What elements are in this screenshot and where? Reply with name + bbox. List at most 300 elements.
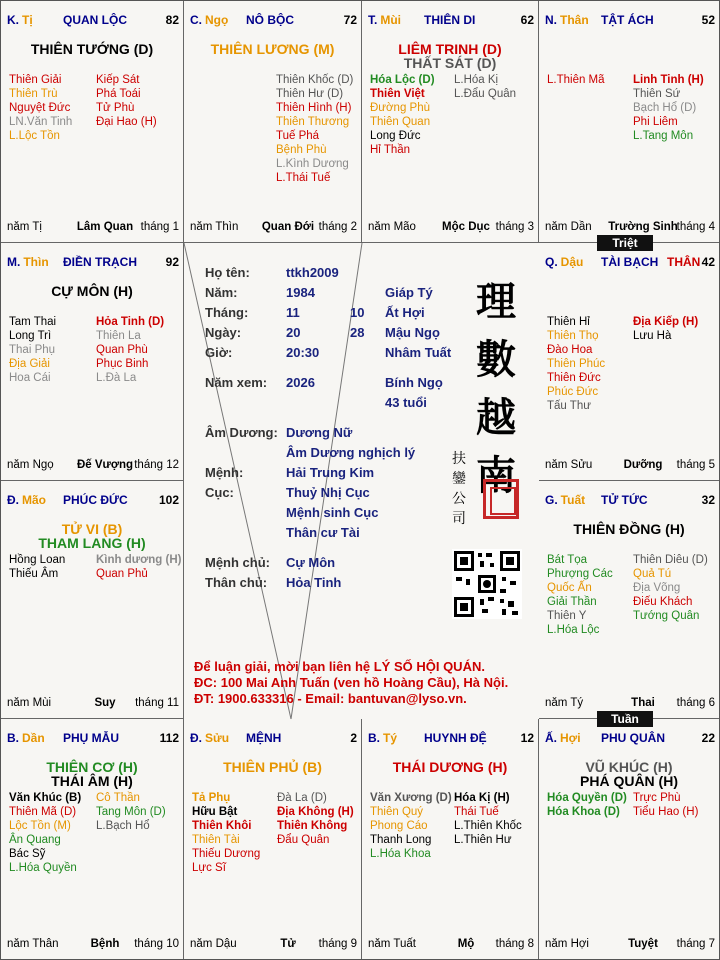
minor-star: Phượng Các	[547, 568, 613, 580]
minor-stars-right	[633, 73, 704, 143]
palace-footer	[545, 938, 715, 952]
minor-star: Bệnh Phù	[276, 144, 327, 156]
minor-stars-left	[9, 73, 72, 143]
thang-value: 11	[286, 305, 300, 320]
minor-star: Thiên Giải	[9, 74, 62, 86]
minor-star: Tiểu Hao (H)	[633, 806, 699, 818]
minor-star: Giải Thần	[547, 596, 597, 608]
minor-stars-left	[547, 73, 605, 87]
minor-stars-left	[547, 553, 613, 637]
calligraphy-logo	[466, 273, 526, 505]
palace-can: N.	[545, 13, 557, 27]
gio-value: 20:30	[286, 345, 320, 360]
thang-can-chi: Ất Hợi	[385, 305, 425, 320]
year-label: năm Dần	[545, 221, 592, 233]
minor-star: Địa Giải	[9, 358, 50, 370]
minor-star: Tam Thai	[9, 316, 57, 328]
palace-mui[interactable]	[362, 1, 539, 243]
menh-value: Hải Trung Kim	[286, 465, 375, 480]
ho-ten-label: Họ tên:	[205, 265, 250, 280]
minor-star: L.Hóa Kị	[454, 74, 499, 86]
minor-stars-left	[370, 791, 452, 861]
minor-star: Thiên Không	[277, 820, 348, 832]
minor-star: Đường Phù	[370, 102, 430, 114]
minor-star: Thiên Mã (D)	[9, 806, 77, 818]
palace-footer	[7, 221, 179, 235]
palace-name: TẬT ÁCH	[601, 13, 654, 27]
palace-number: 82	[165, 13, 179, 27]
minor-star: Phúc Đức	[547, 386, 599, 398]
palace-can: Đ.	[7, 493, 19, 507]
palace-name: TỬ TỨC	[601, 493, 648, 507]
minor-star: Thanh Long	[370, 834, 432, 846]
palace-footer	[190, 221, 357, 235]
month-label: tháng 8	[495, 938, 534, 950]
calligraphy-char: 數	[476, 336, 516, 383]
minor-stars-left	[9, 315, 56, 385]
minor-stars-left	[370, 73, 435, 157]
contact-line-2: ĐC: 100 Mai Anh Tuấn (ven hồ Hoàng Cầu), Hà Nội.	[194, 675, 509, 690]
minor-star: Thiếu Dương	[192, 848, 261, 860]
palace-footer	[545, 697, 715, 711]
month-label: tháng 6	[676, 697, 715, 709]
palace-number: 42	[701, 255, 715, 269]
minor-stars-right	[96, 315, 164, 385]
minor-star: L.Tang Môn	[633, 130, 694, 142]
palace-than[interactable]	[539, 1, 719, 243]
year-label: năm Ngọ	[7, 459, 54, 471]
thang-label: Tháng:	[205, 305, 249, 320]
year-label: năm Hợi	[545, 938, 589, 950]
minor-star: L.Bạch Hổ	[96, 820, 150, 832]
minor-star: Đại Hao (H)	[96, 116, 157, 128]
palace-ti[interactable]	[1, 1, 184, 243]
truong-sinh-stage: Tử	[280, 938, 296, 950]
minor-star: Thiên Việt	[370, 88, 425, 100]
ngay-am-lich: 28	[350, 325, 365, 340]
minor-star: Thiên Diêu (D)	[633, 554, 708, 566]
minor-star: Tuế Phá	[276, 130, 320, 142]
minor-stars-right	[277, 791, 354, 847]
minor-star: Phục Binh	[96, 358, 149, 370]
truong-sinh-stage: Đế Vượng	[76, 459, 134, 471]
palace-can: G.	[545, 493, 558, 507]
palace-header	[545, 493, 715, 509]
palace-can: T.	[368, 13, 378, 27]
palace-suu[interactable]	[184, 719, 362, 959]
year-label: năm Tị	[7, 221, 42, 233]
palace-header	[7, 255, 179, 271]
than-chu-value: Hỏa Tinh	[286, 575, 342, 590]
truong-sinh-stage: Suy	[94, 697, 116, 709]
palace-chi: Thân	[560, 13, 589, 27]
main-star: VŨ KHÚC (H)	[585, 759, 673, 775]
calligraphy-char: 南	[476, 452, 516, 499]
main-star: TỬ VI (B)	[61, 521, 123, 537]
minor-star: Hỉ Thần	[370, 144, 411, 156]
minor-stars-right	[633, 791, 698, 819]
minor-stars-right	[633, 553, 708, 623]
palace-mao[interactable]	[1, 481, 184, 719]
minor-star: L.Kình Dương	[276, 158, 349, 170]
contact-line-1: Để luận giải, mời bạn liên hệ LÝ SỐ HỘI QUÁN.	[194, 659, 485, 674]
than-cu: Thân cư Tài	[286, 525, 360, 540]
minor-stars-right	[276, 73, 353, 185]
palace-can: Q.	[545, 255, 558, 269]
gio-label: Giờ:	[205, 345, 233, 360]
than-chu-label: Thân chủ:	[205, 575, 268, 590]
palace-header	[368, 731, 534, 747]
palace-chi: Dậu	[560, 255, 584, 269]
nam-xem-label: Năm xem:	[205, 375, 268, 390]
palace-chi: Mão	[22, 493, 46, 507]
minor-star: L.Hóa Quyền	[9, 862, 77, 874]
palace-number: 102	[158, 493, 179, 507]
palace-hoi[interactable]	[539, 719, 719, 959]
minor-star: Hữu Bật	[192, 806, 238, 818]
minor-star: Đà La (D)	[277, 792, 327, 804]
cuc-relation: Mệnh sinh Cục	[286, 505, 379, 520]
palace-footer	[545, 459, 715, 473]
palace-can: B.	[7, 731, 19, 745]
palace-ngo[interactable]	[184, 1, 362, 243]
palace-name: PHỤ MẪU	[63, 731, 119, 745]
minor-star: Thai Phụ	[9, 344, 56, 356]
minor-star: Văn Khúc (B)	[9, 792, 82, 804]
year-label: năm Tý	[545, 697, 584, 709]
ngay-label: Ngày:	[205, 325, 242, 340]
palace-chi: Tý	[383, 731, 398, 745]
minor-star: Thiên Quan	[370, 116, 431, 128]
year-label: năm Mùi	[7, 697, 52, 709]
palace-chi: Dần	[22, 731, 45, 745]
month-label: tháng 7	[676, 938, 715, 950]
main-star: LIÊM TRINH (D)	[398, 41, 502, 57]
minor-star: L.Lộc Tồn	[9, 130, 60, 142]
truong-sinh-stage: Bệnh	[90, 938, 120, 950]
palace-footer	[368, 938, 534, 952]
palace-number: 12	[520, 731, 534, 745]
than-marker: THÂN	[667, 255, 701, 269]
minor-star: Bạch Hổ (D)	[633, 102, 697, 114]
qr-code[interactable]	[452, 549, 522, 619]
am-duong-note: Âm Dương nghịch lý	[286, 445, 416, 460]
menh-chu-value: Cự Môn	[286, 555, 336, 570]
minor-star: Bác Sỹ	[9, 848, 46, 860]
palace-number: 32	[701, 493, 715, 507]
palace-can: Ấ.	[545, 731, 557, 745]
palace-name: NÔ BỘC	[246, 13, 294, 27]
minor-star: Long Trì	[9, 330, 52, 342]
calligraphy-small	[452, 449, 468, 529]
minor-star: Địa Không (H)	[277, 806, 354, 818]
contact-line-3[interactable]: ĐT: 1900.633316 - Email: bantuvan@lyso.vn.	[194, 691, 467, 706]
palace-name: HUYNH ĐỆ	[424, 731, 487, 745]
minor-stars-right	[96, 73, 157, 129]
tuan-badge: Tuần	[597, 711, 653, 727]
month-label: tháng 12	[134, 459, 179, 471]
palace-header	[7, 493, 179, 509]
ngay-value: 20	[286, 325, 301, 340]
nam-label: Năm:	[205, 285, 238, 300]
palace-chi: Hợi	[560, 731, 581, 745]
menh-label: Mệnh:	[205, 465, 244, 480]
palace-footer	[7, 938, 179, 952]
palace-dau[interactable]	[539, 243, 719, 481]
minor-star: Hồng Loan	[9, 554, 66, 566]
cuc-label: Cục:	[205, 485, 234, 500]
minor-star: Hóa Lộc (D)	[370, 74, 435, 86]
minor-star: Kình dương (H)	[96, 554, 182, 566]
minor-star: L.Đẩu Quân	[454, 88, 517, 100]
cuc-value: Thuỷ Nhị Cục	[286, 485, 370, 500]
minor-star: LN.Văn Tinh	[9, 116, 73, 128]
minor-star: Thiên Y	[547, 610, 587, 622]
minor-stars-right	[96, 553, 181, 581]
minor-stars-left	[547, 791, 627, 819]
palace-footer	[545, 221, 715, 235]
palace-chi: Sửu	[205, 731, 230, 745]
month-label: tháng 11	[135, 697, 179, 709]
minor-star: Lộc Tồn (M)	[9, 820, 71, 832]
minor-star: Hóa Quyền (D)	[547, 792, 627, 804]
palace-can: K.	[7, 13, 19, 27]
main-star: PHÁ QUÂN (H)	[580, 773, 678, 789]
thang-am-lich: 10	[350, 305, 365, 320]
palace-chi: Tuất	[560, 493, 586, 507]
calligraphy-char: 越	[476, 394, 516, 441]
palace-header	[545, 731, 715, 747]
minor-star: L.Thái Tuế	[276, 172, 331, 184]
minor-star: Thiên La	[96, 330, 141, 342]
minor-star: L.Đà La	[96, 372, 137, 384]
minor-star: Tử Phù	[96, 102, 135, 114]
minor-star: Linh Tinh (H)	[633, 74, 704, 86]
minor-star: Thiên Đức	[547, 372, 601, 384]
palace-chi: Ngọ	[205, 13, 229, 27]
truong-sinh-stage: Mộ	[457, 938, 475, 950]
palace-chi: Thìn	[23, 255, 49, 269]
main-star: THÁI ÂM (H)	[51, 773, 133, 789]
palace-header	[190, 13, 357, 29]
month-label: tháng 4	[676, 221, 715, 233]
minor-star: Quan Phù	[96, 344, 148, 356]
month-label: tháng 10	[134, 938, 179, 950]
minor-star: L.Thiên Khốc	[454, 820, 522, 832]
minor-star: Tướng Quân	[633, 610, 700, 622]
minor-star: Đào Hoa	[547, 344, 593, 356]
calligraphy-small-char: 扶	[452, 451, 466, 467]
month-label: tháng 9	[318, 938, 357, 950]
nam-xem-can-chi: Bính Ngọ	[385, 375, 443, 390]
minor-star: Lưu Hà	[633, 330, 672, 342]
minor-star: L.Hóa Khoa	[370, 848, 431, 860]
minor-star: Hóa Khoa (D)	[547, 806, 620, 818]
am-duong-value: Dương Nữ	[286, 425, 353, 440]
minor-star: Quả Tú	[633, 568, 672, 580]
minor-star: Long Đức	[370, 130, 421, 142]
minor-star: L.Hóa Lộc	[547, 624, 600, 636]
minor-star: Hoa Cái	[9, 372, 51, 384]
palace-name: ĐIỀN TRẠCH	[63, 255, 137, 269]
palace-header	[545, 255, 715, 271]
palace-can: M.	[7, 255, 21, 269]
month-label: tháng 5	[676, 459, 715, 471]
minor-stars-right	[454, 791, 522, 847]
minor-star: Thiên Khôi	[192, 820, 252, 832]
palace-tuat[interactable]	[539, 481, 719, 719]
main-star: THIÊN PHỦ (B)	[223, 759, 322, 775]
palace-number: 72	[343, 13, 357, 27]
menh-chu-label: Mệnh chủ:	[205, 555, 270, 570]
palace-footer	[368, 221, 534, 235]
palace-name: PHÚC ĐỨC	[63, 493, 128, 507]
minor-stars-right	[633, 315, 698, 343]
minor-star: Thiên Sứ	[633, 88, 681, 100]
truong-sinh-stage: Trường Sinh	[608, 221, 678, 233]
palace-name: TÀI BẠCH	[601, 255, 659, 269]
year-label: năm Dậu	[190, 938, 237, 950]
palace-footer	[190, 938, 357, 952]
palace-header	[7, 13, 179, 29]
palace-header	[190, 731, 357, 747]
minor-star: Thiên Hỉ	[547, 316, 590, 328]
month-label: tháng 1	[140, 221, 179, 233]
minor-star: Thiên Trù	[9, 88, 58, 100]
palace-name: MỆNH	[246, 731, 282, 745]
palace-header	[368, 13, 534, 29]
palace-can: B.	[368, 731, 380, 745]
minor-star: Thiên Tài	[192, 834, 240, 846]
minor-star: Tả Phụ	[192, 792, 231, 804]
minor-star: Thiên Quý	[370, 806, 424, 818]
month-label: tháng 3	[495, 221, 534, 233]
tuoi-value: 43 tuổi	[385, 395, 427, 410]
minor-stars-right	[96, 791, 166, 833]
minor-star: Phá Toái	[96, 88, 141, 100]
truong-sinh-stage: Mộc Dục	[442, 221, 490, 233]
minor-star: Tấu Thư	[547, 400, 591, 412]
year-label: năm Sửu	[545, 459, 593, 471]
truong-sinh-stage: Dưỡng	[623, 459, 663, 471]
minor-star: Hỏa Tinh (D)	[96, 316, 165, 328]
nam-can-chi: Giáp Tý	[385, 285, 433, 300]
calligraphy-small-char: 公	[452, 491, 466, 507]
minor-star: Thái Tuế	[454, 806, 499, 818]
palace-number: 2	[350, 731, 357, 745]
month-label: tháng 2	[318, 221, 357, 233]
calligraphy-char: 理	[476, 278, 516, 325]
red-seal	[483, 479, 519, 519]
minor-star: Kiếp Sát	[96, 74, 140, 86]
minor-star: Thiên Thương	[276, 116, 350, 128]
palace-header	[545, 13, 715, 29]
minor-star: Bát Tọa	[547, 554, 588, 566]
minor-star: Thiếu Âm	[9, 568, 59, 580]
minor-star: Ân Quang	[9, 834, 61, 846]
palace-dan[interactable]	[1, 719, 184, 959]
triet-badge: Triệt	[597, 235, 653, 251]
minor-star: L.Thiên Mã	[547, 74, 605, 86]
year-label: năm Tuất	[368, 938, 416, 950]
palace-chi: Tị	[22, 13, 33, 27]
minor-star: Thiên Phúc	[547, 358, 606, 370]
palace-can: Đ.	[190, 731, 202, 745]
minor-star: Đẩu Quân	[277, 834, 330, 846]
palace-can: C.	[190, 13, 202, 27]
palace-ty[interactable]	[362, 719, 539, 959]
ho-ten-value: ttkh2009	[286, 265, 339, 280]
main-star: THIÊN CƠ (H)	[46, 759, 138, 775]
palace-chi: Mùi	[380, 13, 402, 27]
main-star: THIÊN TƯỚNG (D)	[30, 41, 154, 57]
minor-star: Hóa Kị (H)	[454, 792, 510, 804]
minor-star: Văn Xương (D)	[370, 792, 452, 804]
palace-name: QUAN LỘC	[63, 13, 127, 27]
palace-header	[7, 731, 179, 747]
gio-can-chi: Nhâm Tuất	[385, 345, 452, 360]
am-duong-label: Âm Dương:	[205, 425, 278, 440]
truong-sinh-stage: Lâm Quan	[76, 221, 134, 233]
minor-star: Thiên Hư (D)	[276, 88, 344, 100]
palace-thin[interactable]	[1, 243, 184, 481]
truong-sinh-stage: Tuyệt	[628, 938, 658, 950]
minor-star: Cô Thần	[96, 792, 140, 804]
palace-name: THIÊN DI	[424, 13, 476, 27]
palace-name: PHU QUÂN	[601, 731, 666, 745]
palace-number: 112	[159, 731, 179, 745]
year-label: năm Mão	[368, 221, 416, 233]
minor-star: Thiên Hình (H)	[276, 102, 352, 114]
minor-star: Địa Võng	[633, 582, 681, 594]
palace-number: 52	[701, 13, 715, 27]
minor-star: Thiên Khốc (D)	[276, 74, 354, 86]
palace-number: 22	[701, 731, 715, 745]
nam-value: 1984	[286, 285, 315, 300]
minor-star: Địa Kiếp (H)	[633, 316, 699, 328]
main-star: THAM LANG (H)	[38, 535, 146, 551]
minor-star: Phong Cáo	[370, 820, 428, 832]
minor-star: Quan Phủ	[96, 568, 148, 580]
minor-star: L.Thiên Hư	[454, 834, 512, 846]
calligraphy-small-char: 鑾	[452, 471, 466, 487]
center-info	[184, 243, 539, 719]
calligraphy-small-char: 司	[452, 511, 466, 527]
main-star: THIÊN LƯƠNG (M)	[210, 41, 335, 57]
main-star: THẤT SÁT (D)	[403, 55, 497, 71]
truong-sinh-stage: Quan Đới	[261, 221, 315, 233]
minor-stars-left	[9, 791, 81, 875]
main-star: THIÊN ĐỒNG (H)	[573, 521, 685, 537]
minor-star: Điếu Khách	[633, 596, 693, 608]
main-star: THÁI DƯƠNG (H)	[392, 759, 508, 775]
palace-footer	[7, 697, 179, 711]
year-label: năm Thìn	[190, 221, 239, 233]
palace-number: 92	[165, 255, 179, 269]
minor-star: Nguyệt Đức	[9, 102, 71, 114]
minor-star: Trực Phù	[633, 792, 681, 804]
minor-star: Lực Sĩ	[192, 862, 226, 874]
minor-stars-right	[454, 73, 516, 101]
palace-footer	[7, 459, 179, 473]
minor-stars-left	[9, 553, 65, 581]
palace-number: 62	[520, 13, 534, 27]
minor-star: Phi Liêm	[633, 116, 678, 128]
main-star: CỰ MÔN (H)	[51, 283, 133, 299]
minor-star: Quốc Ấn	[547, 582, 592, 594]
ngay-can-chi: Mậu Ngọ	[385, 325, 440, 340]
minor-stars-left	[192, 791, 260, 875]
